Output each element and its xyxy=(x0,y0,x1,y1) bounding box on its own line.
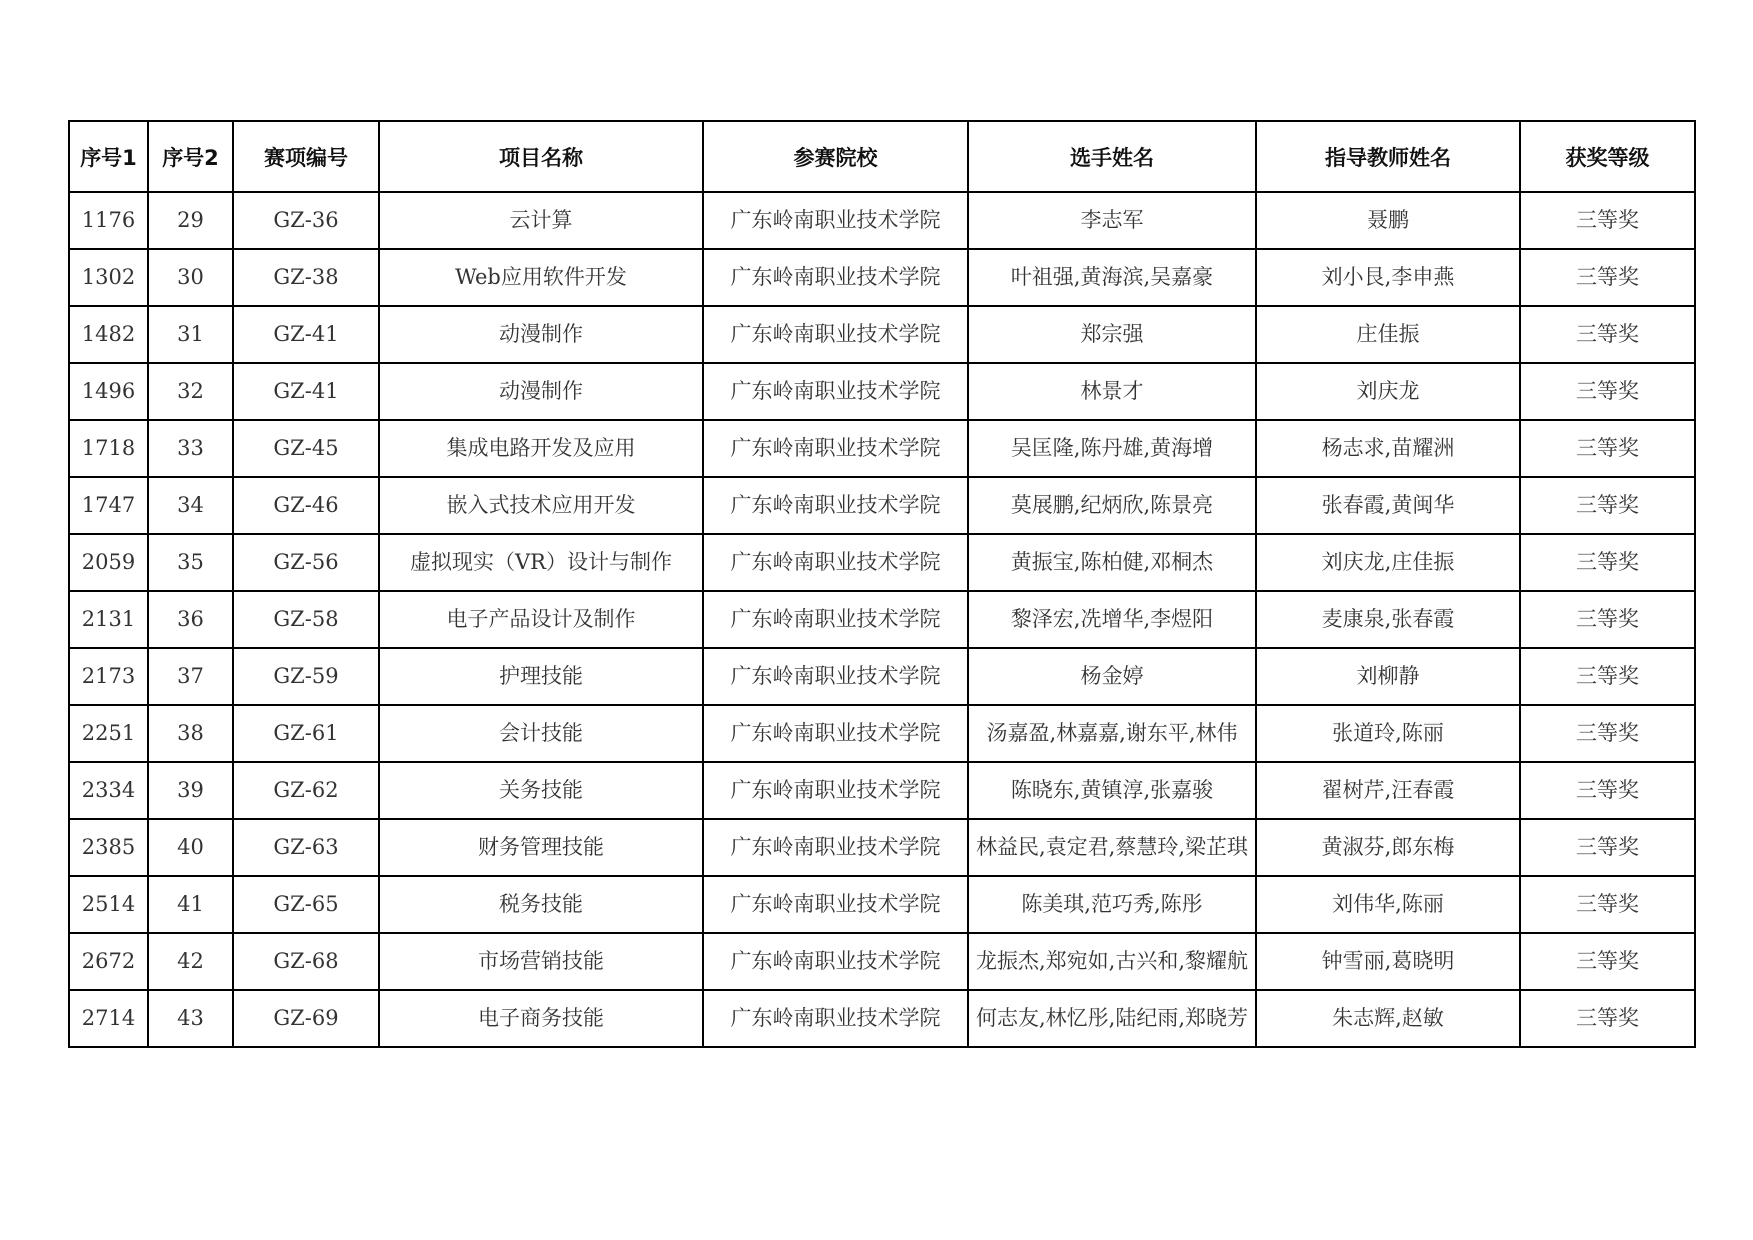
cell-award: 三等奖 xyxy=(1520,534,1695,591)
cell-seq2: 39 xyxy=(148,762,233,819)
cell-seq1: 2251 xyxy=(69,705,148,762)
cell-contestants: 杨金婷 xyxy=(968,648,1256,705)
table-row xyxy=(69,306,1695,363)
cell-award: 三等奖 xyxy=(1520,363,1695,420)
cell-seq1: 1482 xyxy=(69,306,148,363)
cell-seq1: 2173 xyxy=(69,648,148,705)
cell-school: 广东岭南职业技术学院 xyxy=(703,534,968,591)
cell-school: 广东岭南职业技术学院 xyxy=(703,762,968,819)
cell-award: 三等奖 xyxy=(1520,819,1695,876)
cell-project-name: 云计算 xyxy=(379,192,703,249)
cell-seq1: 2131 xyxy=(69,591,148,648)
cell-seq1: 2334 xyxy=(69,762,148,819)
cell-award: 三等奖 xyxy=(1520,192,1695,249)
cell-event-code: GZ-41 xyxy=(233,306,379,363)
cell-event-code: GZ-46 xyxy=(233,477,379,534)
cell-event-code: GZ-68 xyxy=(233,933,379,990)
cell-seq2: 34 xyxy=(148,477,233,534)
cell-event-code: GZ-62 xyxy=(233,762,379,819)
cell-contestants: 吴匡隆,陈丹雄,黄海增 xyxy=(968,420,1256,477)
cell-school: 广东岭南职业技术学院 xyxy=(703,249,968,306)
cell-school: 广东岭南职业技术学院 xyxy=(703,876,968,933)
cell-event-code: GZ-61 xyxy=(233,705,379,762)
table-row xyxy=(69,591,1695,648)
table-row xyxy=(69,648,1695,705)
cell-instructors: 刘伟华,陈丽 xyxy=(1256,876,1520,933)
cell-award: 三等奖 xyxy=(1520,705,1695,762)
header-row xyxy=(69,121,1695,192)
table-row xyxy=(69,705,1695,762)
cell-contestants: 何志友,林忆彤,陆纪雨,郑晓芳 xyxy=(968,990,1256,1047)
cell-project-name: 虚拟现实（VR）设计与制作 xyxy=(379,534,703,591)
cell-event-code: GZ-63 xyxy=(233,819,379,876)
cell-instructors: 刘庆龙,庄佳振 xyxy=(1256,534,1520,591)
cell-school: 广东岭南职业技术学院 xyxy=(703,192,968,249)
header-cell-school: 参赛院校 xyxy=(703,121,968,192)
table-row xyxy=(69,762,1695,819)
cell-award: 三等奖 xyxy=(1520,306,1695,363)
table-body xyxy=(69,192,1695,1047)
cell-award: 三等奖 xyxy=(1520,249,1695,306)
table-header xyxy=(69,121,1695,192)
cell-school: 广东岭南职业技术学院 xyxy=(703,705,968,762)
cell-event-code: GZ-36 xyxy=(233,192,379,249)
cell-event-code: GZ-45 xyxy=(233,420,379,477)
cell-contestants: 莫展鹏,纪炳欣,陈景亮 xyxy=(968,477,1256,534)
cell-award: 三等奖 xyxy=(1520,762,1695,819)
cell-contestants: 叶祖强,黄海滨,吴嘉豪 xyxy=(968,249,1256,306)
cell-seq2: 37 xyxy=(148,648,233,705)
cell-seq2: 32 xyxy=(148,363,233,420)
cell-seq1: 1176 xyxy=(69,192,148,249)
cell-award: 三等奖 xyxy=(1520,933,1695,990)
cell-school: 广东岭南职业技术学院 xyxy=(703,990,968,1047)
cell-seq1: 1302 xyxy=(69,249,148,306)
header-cell-award: 获奖等级 xyxy=(1520,121,1695,192)
header-cell-instructors: 指导教师姓名 xyxy=(1256,121,1520,192)
cell-instructors: 杨志求,苗耀洲 xyxy=(1256,420,1520,477)
cell-contestants: 陈晓东,黄镇淳,张嘉骏 xyxy=(968,762,1256,819)
cell-seq2: 40 xyxy=(148,819,233,876)
cell-seq1: 1718 xyxy=(69,420,148,477)
cell-instructors: 麦康泉,张春霞 xyxy=(1256,591,1520,648)
table-row xyxy=(69,477,1695,534)
cell-seq2: 31 xyxy=(148,306,233,363)
cell-seq2: 38 xyxy=(148,705,233,762)
cell-award: 三等奖 xyxy=(1520,477,1695,534)
table-row xyxy=(69,819,1695,876)
cell-contestants: 黎泽宏,冼增华,李煜阳 xyxy=(968,591,1256,648)
cell-contestants: 陈美琪,范巧秀,陈彤 xyxy=(968,876,1256,933)
cell-school: 广东岭南职业技术学院 xyxy=(703,648,968,705)
cell-instructors: 张春霞,黄闽华 xyxy=(1256,477,1520,534)
header-cell-seq2: 序号2 xyxy=(148,121,233,192)
cell-project-name: 关务技能 xyxy=(379,762,703,819)
table-row xyxy=(69,876,1695,933)
cell-instructors: 张道玲,陈丽 xyxy=(1256,705,1520,762)
cell-event-code: GZ-41 xyxy=(233,363,379,420)
cell-event-code: GZ-59 xyxy=(233,648,379,705)
cell-seq1: 2714 xyxy=(69,990,148,1047)
cell-seq1: 2672 xyxy=(69,933,148,990)
cell-instructors: 刘柳静 xyxy=(1256,648,1520,705)
cell-school: 广东岭南职业技术学院 xyxy=(703,363,968,420)
header-cell-project-name: 项目名称 xyxy=(379,121,703,192)
cell-project-name: 会计技能 xyxy=(379,705,703,762)
cell-contestants: 林益民,袁定君,蔡慧玲,梁芷琪 xyxy=(968,819,1256,876)
cell-event-code: GZ-69 xyxy=(233,990,379,1047)
cell-school: 广东岭南职业技术学院 xyxy=(703,420,968,477)
cell-project-name: 集成电路开发及应用 xyxy=(379,420,703,477)
cell-event-code: GZ-56 xyxy=(233,534,379,591)
cell-contestants: 黄振宝,陈柏健,邓桐杰 xyxy=(968,534,1256,591)
cell-contestants: 郑宗强 xyxy=(968,306,1256,363)
header-cell-event-code: 赛项编号 xyxy=(233,121,379,192)
table-row xyxy=(69,192,1695,249)
cell-seq2: 43 xyxy=(148,990,233,1047)
cell-award: 三等奖 xyxy=(1520,591,1695,648)
cell-project-name: Web应用软件开发 xyxy=(379,249,703,306)
cell-contestants: 李志军 xyxy=(968,192,1256,249)
cell-project-name: 动漫制作 xyxy=(379,363,703,420)
cell-school: 广东岭南职业技术学院 xyxy=(703,591,968,648)
cell-award: 三等奖 xyxy=(1520,648,1695,705)
cell-instructors: 聂鹏 xyxy=(1256,192,1520,249)
cell-contestants: 龙振杰,郑宛如,古兴和,黎耀航 xyxy=(968,933,1256,990)
cell-seq2: 30 xyxy=(148,249,233,306)
cell-seq1: 2059 xyxy=(69,534,148,591)
cell-instructors: 钟雪丽,葛晓明 xyxy=(1256,933,1520,990)
cell-instructors: 庄佳振 xyxy=(1256,306,1520,363)
cell-award: 三等奖 xyxy=(1520,990,1695,1047)
cell-award: 三等奖 xyxy=(1520,420,1695,477)
cell-instructors: 翟树芹,汪春霞 xyxy=(1256,762,1520,819)
cell-seq2: 35 xyxy=(148,534,233,591)
table-row xyxy=(69,363,1695,420)
header-cell-seq1: 序号1 xyxy=(69,121,148,192)
cell-school: 广东岭南职业技术学院 xyxy=(703,477,968,534)
header-cell-contestants: 选手姓名 xyxy=(968,121,1256,192)
cell-seq1: 1496 xyxy=(69,363,148,420)
cell-seq1: 2514 xyxy=(69,876,148,933)
cell-project-name: 市场营销技能 xyxy=(379,933,703,990)
table-row xyxy=(69,249,1695,306)
cell-event-code: GZ-58 xyxy=(233,591,379,648)
table-row xyxy=(69,420,1695,477)
cell-instructors: 黄淑芬,郎东梅 xyxy=(1256,819,1520,876)
table-row xyxy=(69,534,1695,591)
cell-contestants: 林景才 xyxy=(968,363,1256,420)
cell-project-name: 动漫制作 xyxy=(379,306,703,363)
cell-project-name: 护理技能 xyxy=(379,648,703,705)
cell-seq1: 1747 xyxy=(69,477,148,534)
cell-seq2: 41 xyxy=(148,876,233,933)
cell-seq2: 29 xyxy=(148,192,233,249)
cell-instructors: 刘小艮,李申燕 xyxy=(1256,249,1520,306)
cell-seq2: 36 xyxy=(148,591,233,648)
cell-project-name: 电子产品设计及制作 xyxy=(379,591,703,648)
table-row xyxy=(69,933,1695,990)
cell-seq2: 42 xyxy=(148,933,233,990)
cell-instructors: 朱志辉,赵敏 xyxy=(1256,990,1520,1047)
cell-seq1: 2385 xyxy=(69,819,148,876)
cell-event-code: GZ-38 xyxy=(233,249,379,306)
cell-school: 广东岭南职业技术学院 xyxy=(703,933,968,990)
cell-school: 广东岭南职业技术学院 xyxy=(703,306,968,363)
cell-seq2: 33 xyxy=(148,420,233,477)
cell-instructors: 刘庆龙 xyxy=(1256,363,1520,420)
cell-project-name: 税务技能 xyxy=(379,876,703,933)
cell-award: 三等奖 xyxy=(1520,876,1695,933)
table-row xyxy=(69,990,1695,1047)
cell-event-code: GZ-65 xyxy=(233,876,379,933)
cell-project-name: 财务管理技能 xyxy=(379,819,703,876)
cell-school: 广东岭南职业技术学院 xyxy=(703,819,968,876)
cell-contestants: 汤嘉盈,林嘉嘉,谢东平,林伟 xyxy=(968,705,1256,762)
cell-project-name: 嵌入式技术应用开发 xyxy=(379,477,703,534)
award-table xyxy=(68,120,1696,1048)
cell-project-name: 电子商务技能 xyxy=(379,990,703,1047)
